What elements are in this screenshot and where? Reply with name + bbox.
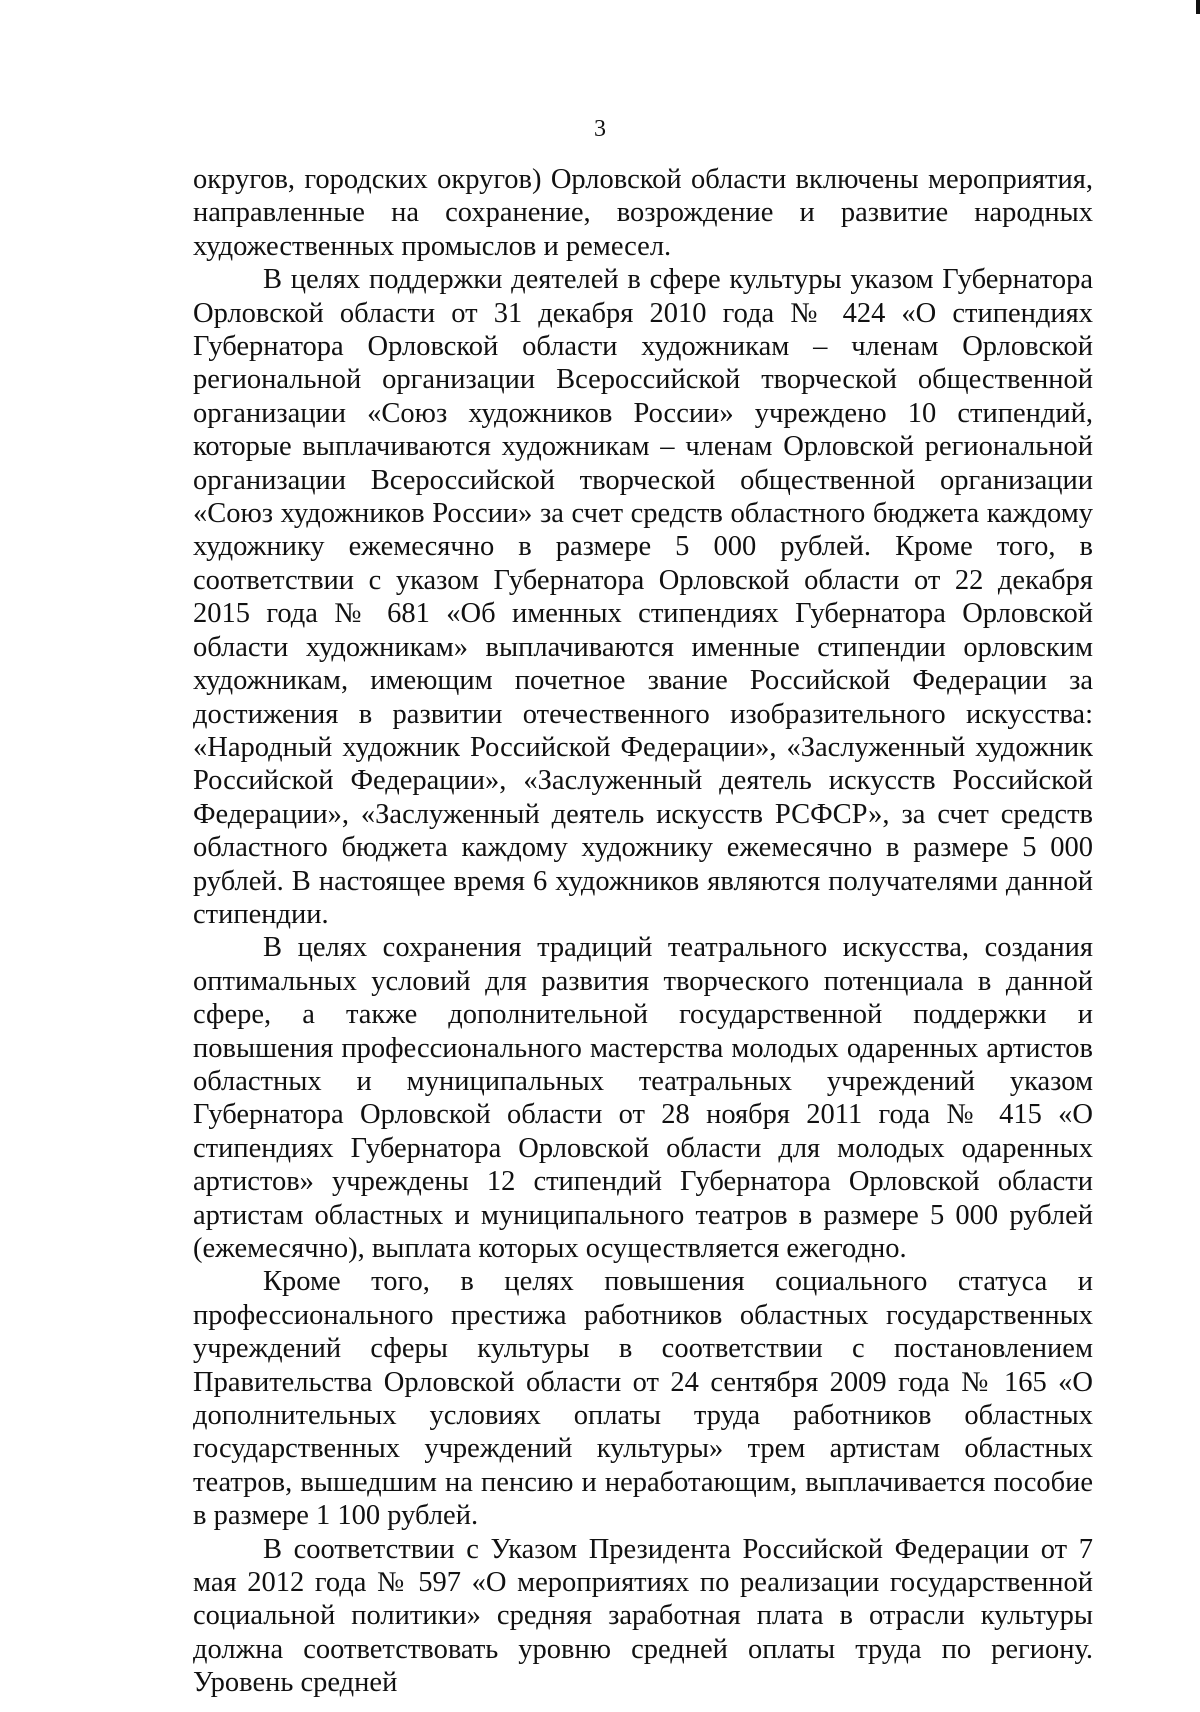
- paragraph-theatre-stipends: В целях сохранения традиций театрального искусства, создания оптимальных условий для развития творческого потенциала в данной сфере, а также дополнительной государственной поддержки и повышения профессионального мастерства молодых одаренных артистов областных и муниципальных театральных учреждений указом Губернатора Орловской области от 28 ноября 2011 года № 415 «О стипендиях Губернатора Орловской области для молодых одаренных артистов» учреждены 12 стипендий Губернатора Орловской области артистам областных и муниципального театров в размере 5 000 рублей (ежемесячно), выплата которых осуществляется ежегодно.: [193, 932, 1093, 1264]
- scan-edge-mark: [1196, 0, 1200, 14]
- body-text: [193, 163, 1093, 1700]
- paragraph-continuation: округов, городских округов) Орловской области включены мероприятия, направленные на сохранение, возрождение и развитие народных художественных промыслов и ремесел.: [193, 164, 1093, 262]
- paragraph-retired-artists-allowance: Кроме того, в целях повышения социального статуса и профессионального престижа работников областных государственных учреждений сферы культуры в соответствии с постановлением Правительства Орловской области от 24 сентября 2009 года № 165 «О дополнительных условиях оплаты труда работников областных государственных учреждений культуры» трем артистам областных театров, вышедшим на пенсию и неработающим, выплачивается пособие в размере 1 100 рублей.: [193, 1266, 1093, 1532]
- paragraph-presidential-decree: В соответствии с Указом Президента Российской Федерации от 7 мая 2012 года № 597 «О мероприятиях по реализации государственной социальной политики» средняя заработная плата в отрасли культуры должна соответствовать уровню средней оплаты труда по региону. Уровень средней: [193, 1533, 1093, 1699]
- paragraph-artists-stipends: В целях поддержки деятелей в сфере культуры указом Губернатора Орловской области от 31 декабря 2010 года № 424 «О стипендиях Губернатора Орловской области художникам – членам Орловской региональной организации Всероссийской творческой общественной организации «Союз художников России» учреждено 10 стипендий, которые выплачиваются художникам – членам Орловской региональной организации Всероссийской творческой общественной организации «Союз художников России» за счет средств областного бюджета каждому художнику ежемесячно в размере 5 000 рублей. Кроме того, в соответствии с указом Губернатора Орловской области от 22 декабря 2015 года № 681 «Об именных стипендиях Губернатора Орловской области художникам» выплачиваются именные стипендии орловским художникам, имеющим почетное звание Российской Федерации за достижения в развитии отечественного изобразительного искусства: «Народный художник Российской Федерации», «Заслуженный художник Российской Федерации», «Заслуженный деятель искусств Российской Федерации», «Заслуженный деятель искусств РСФСР», за счет средств областного бюджета каждому художнику ежемесячно в размере 5 000 рублей. В настоящее время 6 художников являются получателями данной стипендии.: [193, 264, 1093, 930]
- page-number: 3: [594, 116, 606, 142]
